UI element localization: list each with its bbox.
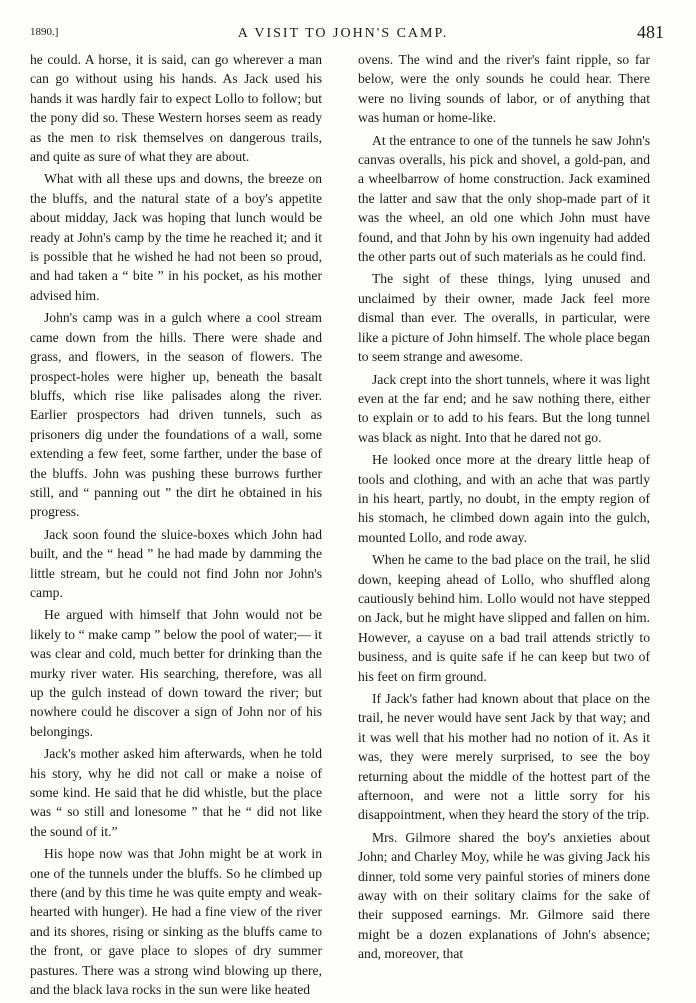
- paragraph: Jack soon found the sluice-boxes which John had built, and the “ head ” he had made by damming the little stream, but he could not find John nor John's camp.: [30, 526, 322, 600]
- paragraph: He argued with himself that John would not be likely to “ make camp ” below the pool of water;— it was clear and cold, much better for drinking than the murky river water. His searching, therefore, was all up the gulch instead of down toward the river; but nowhere could he discover a sign of John nor of his belongings.: [30, 607, 322, 739]
- header-title: A VISIT TO JOHN'S CAMP.: [237, 26, 449, 41]
- paragraph: He looked once more at the dreary little heap of tools and clothing, and with an ache that was partly in his heart, partly, no doubt, in the empty region of his stomach, he climbed down again into the gulch, mounted Lollo, and rode away.: [358, 452, 650, 545]
- paragraph: When he came to the bad place on the trail, he slid down, keeping ahead of Lollo, who shuffled along cautiously behind him. Lollo would not have stepped on Jack, but he might have slipped and fallen on him. However, a cayuse on a bad trail attends strictly to business, and is quite safe if he can keep but two of his feet on firm ground.: [358, 552, 650, 684]
- paragraph: If Jack's father had known about that place on the trail, he never would have sent Jack by that way; and it was well that his mother had no notion of it. As it was, they were merely surprised, to see the boy returning about the middle of the hottest part of the afternoon, and were not a little sorry for his disappointment, when they heard the story of the trip.: [358, 691, 650, 823]
- paragraph: Mrs. Gilmore shared the boy's anxieties about John; and Charley Moy, while he was giving Jack his dinner, told some very painful stories of miners done away with on their solitary claims for the sake of their supposed earnings. Mr. Gilmore said there might be a dozen explanations of John's absence; and, moreover, that: [358, 829, 650, 962]
- right-column: [358, 50, 650, 967]
- paragraph: he could. A horse, it is said, can go wherever a man can go without using his hands. As Jack used his hands it was hardly fair to expect Lollo to follow; but the pony did so. These Western horses seem as ready as the men to risk themselves on dangerous trails, and quite as sure of what they are about.: [30, 52, 322, 165]
- paragraph: His hope now was that John might be at work in one of the tunnels under the bluffs. So he climbed up there (and by this time he was quite empty and weak-hearted with hunger). He had a fine view of the river and its shores, rising or sinking as the bluffs came to the front, or gave place to slopes of dry summer pastures. There was a strong wind blowing up there, and the black lava rocks in the sun were like heated: [30, 846, 322, 998]
- paragraph: The sight of these things, lying unused and unclaimed by their owner, made Jack feel more dismal than ever. The overalls, in particular, were like a picture of John himself. The whole place began to seem strange and awesome.: [358, 271, 650, 365]
- running-header: [22, 20, 664, 44]
- paragraph: ovens. The wind and the river's faint ripple, so far below, were the only sounds he could hear. There were no living sounds of labor, or of anything that was human or home-like.: [358, 52, 650, 126]
- page-number: 481: [637, 22, 664, 42]
- paragraph: At the entrance to one of the tunnels he saw John's canvas overalls, his pick and shovel, a gold-pan, and a wheelbarrow of home construction. Jack examined the latter and saw that the only shop-made part of it was the wheel, an old one which John must have found, and that John by his own ingenuity had added the other parts out of such materials as he could find.: [358, 132, 650, 265]
- paragraph: John's camp was in a gulch where a cool stream came down from the hills. There were shade and grass, and flowers, in the season of flowers. The prospect-holes were higher up, beneath the basalt bluffs, which rise like palisades along the river. Earlier prospectors had driven tunnels, such as prisoners dig under the foundations of a wall, some extending a few feet, some farther, under the base of the bluffs. John was pushing these burrows further still, and “ panning out ” the dirt he obtained in his progress.: [30, 310, 322, 520]
- header-year: 1890.]: [30, 26, 59, 38]
- paragraph: Jack crept into the short tunnels, where it was light even at the far end; and he saw nothing there, either to explain or to add to his fears. But the long tunnel was black as night. Into that he dared not go.: [358, 371, 650, 445]
- left-column: [30, 50, 322, 1003]
- paragraph: Jack's mother asked him afterwards, when he told his story, why he did not call or make a noise of some kind. He said that he did whistle, but the place was “ so still and lonesome ” that he “ did not like the sound of it.”: [30, 746, 322, 839]
- paragraph: What with all these ups and downs, the breeze on the bluffs, and the natural state of a boy's appetite about midday, Jack was hoping that lunch would be ready at John's camp by the time he reached it; and it is possible that he wished he had not been so proud, and had taken a “ bite ” in his pocket, as his mother advised him.: [30, 171, 322, 303]
